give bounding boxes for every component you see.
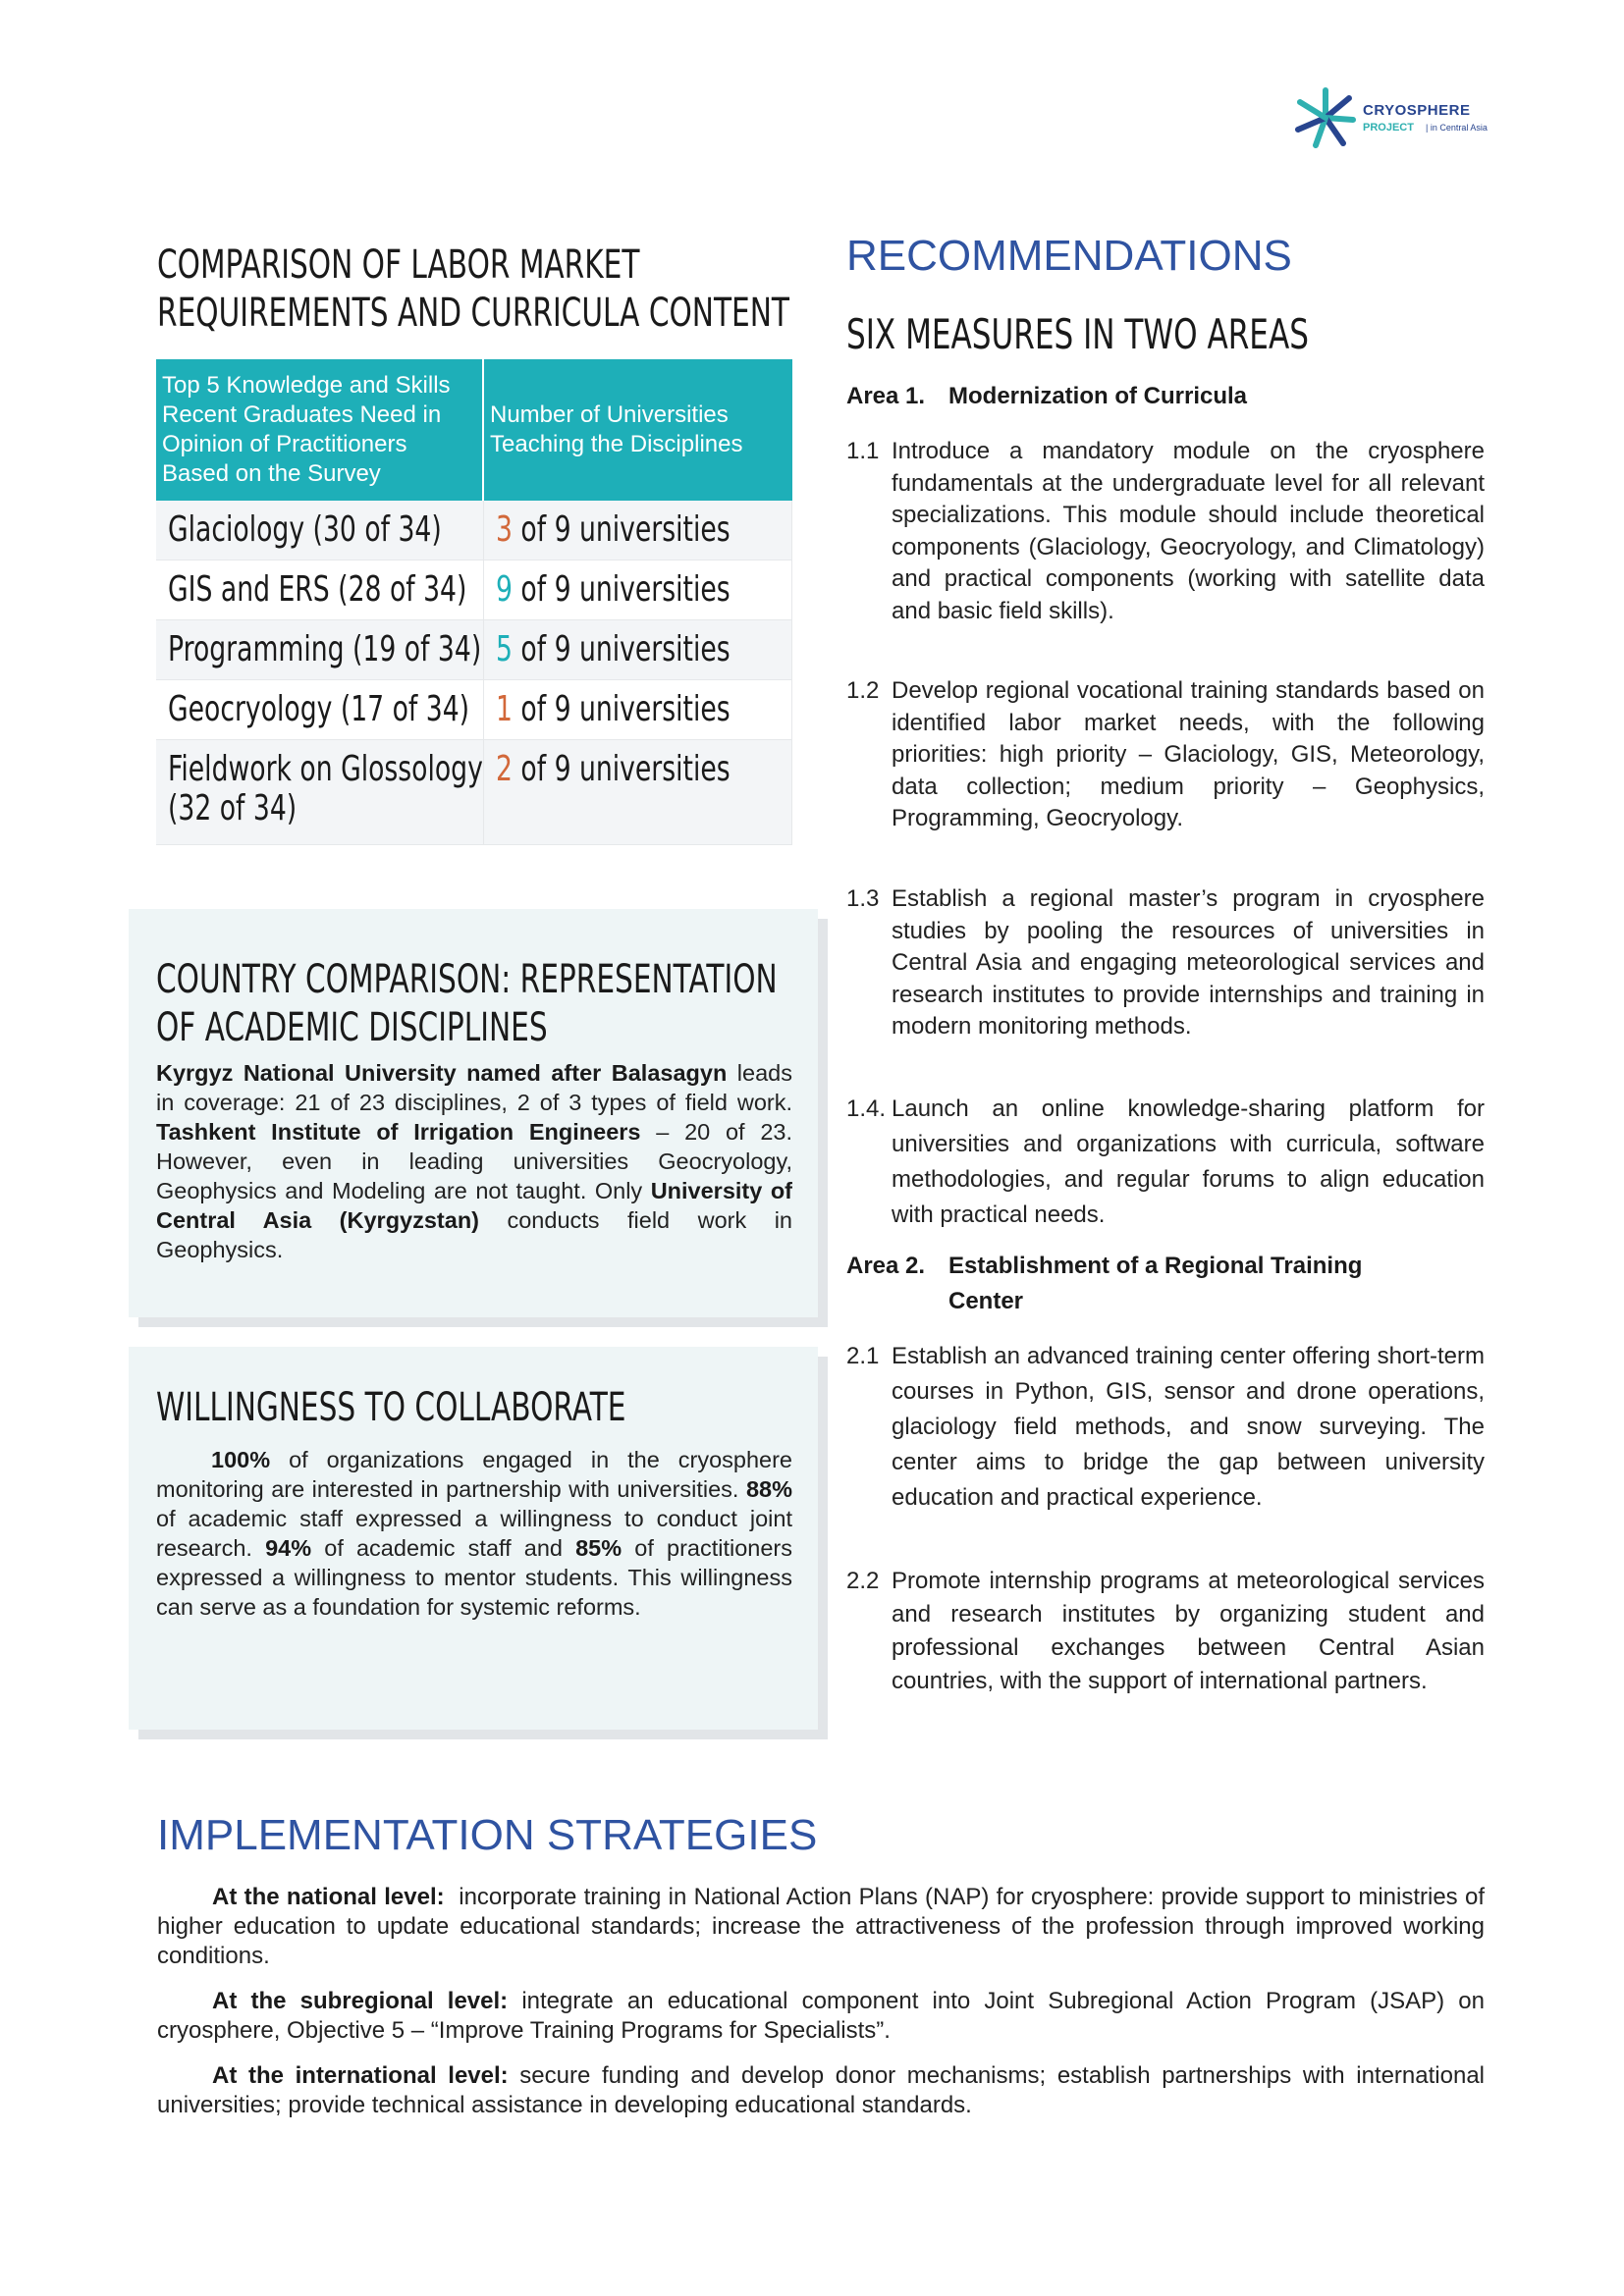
- country-comparison-text: Kyrgyz National University named after Balasagyn leads in coverage: 21 of 23 disciplines, 2 of 3 types of field work. Tashkent Institute of Irrigation Engineers – 20 of 23. However, even in leading universities Geocryology, Geophysics and Modeling are not taught. Only University of Central Asia (Kyrgyzstan) conducts field work in Geophysics.: [156, 1060, 793, 1262]
- implementation-title: IMPLEMENTATION STRATEGIES: [157, 1811, 818, 1859]
- comparison-title: COMPARISON OF LABOR MARKET REQUIREMENTS AND CURRICULA CONTENT: [157, 242, 789, 336]
- skill-cell: Fieldwork on Glossology (32 of 34): [156, 740, 483, 845]
- universities-cell: 5 of 9 universities: [483, 620, 792, 680]
- logo-subtitle: PROJECT: [1363, 122, 1414, 133]
- item-text: Promote internship programs at meteorological services and research institutes by organizing student and professional exchanges between Central Asian countries, with the support of international partners.: [892, 1568, 1485, 1694]
- recommendations-title: RECOMMENDATIONS: [846, 232, 1292, 280]
- item-number: 1.4.: [846, 1095, 887, 1122]
- recommendation-1-3: [846, 883, 1485, 1043]
- willingness-title: WILLINGNESS TO COLLABORATE: [156, 1385, 626, 1430]
- international-level-paragraph: At the international level: secure funding and develop donor mechanisms; establish partnerships with international universities; provide technical assistance in developing educational standards.: [157, 2062, 1485, 2118]
- table-row: [156, 561, 792, 620]
- skill-cell: Geocryology (17 of 34): [156, 680, 483, 740]
- country-comparison-title: COUNTRY COMPARISON: REPRESENTATION OF ACADEMIC DISCIPLINES: [156, 957, 778, 1050]
- logo-region: | in Central Asia: [1426, 123, 1488, 133]
- recommendation-2-2: [846, 1565, 1485, 1698]
- country-comparison-box: [129, 909, 818, 1317]
- item-number: 1.1: [846, 438, 880, 464]
- item-text: Establish a regional master’s program in cryosphere studies by pooling the resources of universities in Central Asia and engaging meteorological services and research institutes to provide internships and training in modern monitoring methods.: [892, 885, 1485, 1040]
- header-skills: Top 5 Knowledge and Skills Recent Graduates Need in Opinion of Practitioners Based on the Survey: [156, 359, 483, 501]
- national-level-paragraph: At the national level: incorporate training in National Action Plans (NAP) for cryosphere: provide support to ministries of higher education to update educational standards; increase the attractiveness of the profession through improved working conditions.: [157, 1884, 1491, 1969]
- subregional-level-paragraph: At the subregional level: integrate an educational component into Joint Subregional Action Program (JSAP) on cryosphere, Objective 5 – “Improve Training Programs for Specialists”.: [157, 1988, 1486, 2044]
- skill-cell: GIS and ERS (28 of 34): [156, 561, 483, 620]
- six-measures-subtitle: SIX MEASURES IN TWO AREAS: [846, 310, 1309, 358]
- item-number: 2.2: [846, 1568, 880, 1594]
- willingness-text: 100% of organizations engaged in the cryosphere monitoring are interested in partnership with universities. 88% of academic staff expressed a willingness to conduct joint research. 94% of academic staff and 85% of practitioners expressed a willingness to mentor students. This willingness can serve as a foundation for systemic reforms.: [156, 1447, 792, 1620]
- header-universities: Number of Universities Teaching the Disciplines: [483, 359, 792, 501]
- recommendation-2-1: [846, 1339, 1485, 1516]
- item-text: Establish an advanced training center offering short-term courses in Python, GIS, sensor and drone operations, glaciology field methods, and snow surveying. The center aims to bridge the gap between university education and practical experience.: [892, 1343, 1485, 1511]
- universities-cell: 3 of 9 universities: [483, 501, 792, 561]
- item-number: 1.2: [846, 677, 880, 704]
- universities-cell: 2 of 9 universities: [483, 740, 792, 845]
- cryosphere-project-logo: [1294, 86, 1490, 149]
- logo-title: CRYOSPHERE: [1363, 102, 1471, 119]
- recommendation-1-4: [846, 1092, 1485, 1233]
- snowflake-logo-icon: [1294, 86, 1357, 149]
- item-text: Launch an online knowledge-sharing platform for universities and organizations with curricula, software methodologies, and regular forums to align education with practical needs.: [892, 1095, 1485, 1228]
- universities-cell: 9 of 9 universities: [483, 561, 792, 620]
- area-2-heading: Area 2. Establishment of a Regional Training Center: [846, 1253, 1363, 1314]
- skills-comparison-table: [156, 359, 792, 845]
- table-row: [156, 620, 792, 680]
- universities-cell: 1 of 9 universities: [483, 680, 792, 740]
- skill-cell: Glaciology (30 of 34): [156, 501, 483, 561]
- willingness-box: [129, 1347, 818, 1730]
- area-1-heading: Area 1. Modernization of Curricula: [846, 383, 1248, 409]
- item-text: Develop regional vocational training standards based on identified labor market needs, with the following priorities: high priority – Glaciology, GIS, Meteorology, data collection; medium priority – Geophysics, Programming, Geocryology.: [892, 677, 1485, 831]
- table-row: [156, 740, 792, 845]
- recommendation-1-1: [846, 436, 1485, 627]
- recommendation-1-2: [846, 675, 1485, 835]
- skill-cell: Programming (19 of 34): [156, 620, 483, 680]
- table-header-row: [156, 359, 792, 501]
- table-row: [156, 501, 792, 561]
- item-number: 1.3: [846, 885, 880, 912]
- item-number: 2.1: [846, 1343, 880, 1369]
- item-text: Introduce a mandatory module on the cryosphere fundamentals at the undergraduate level for all relevant specializations. This module should include theoretical components (Glaciology, Geocryology, and Climatology) and practical components (working with satellite data and basic field skills).: [892, 438, 1485, 624]
- table-row: [156, 680, 792, 740]
